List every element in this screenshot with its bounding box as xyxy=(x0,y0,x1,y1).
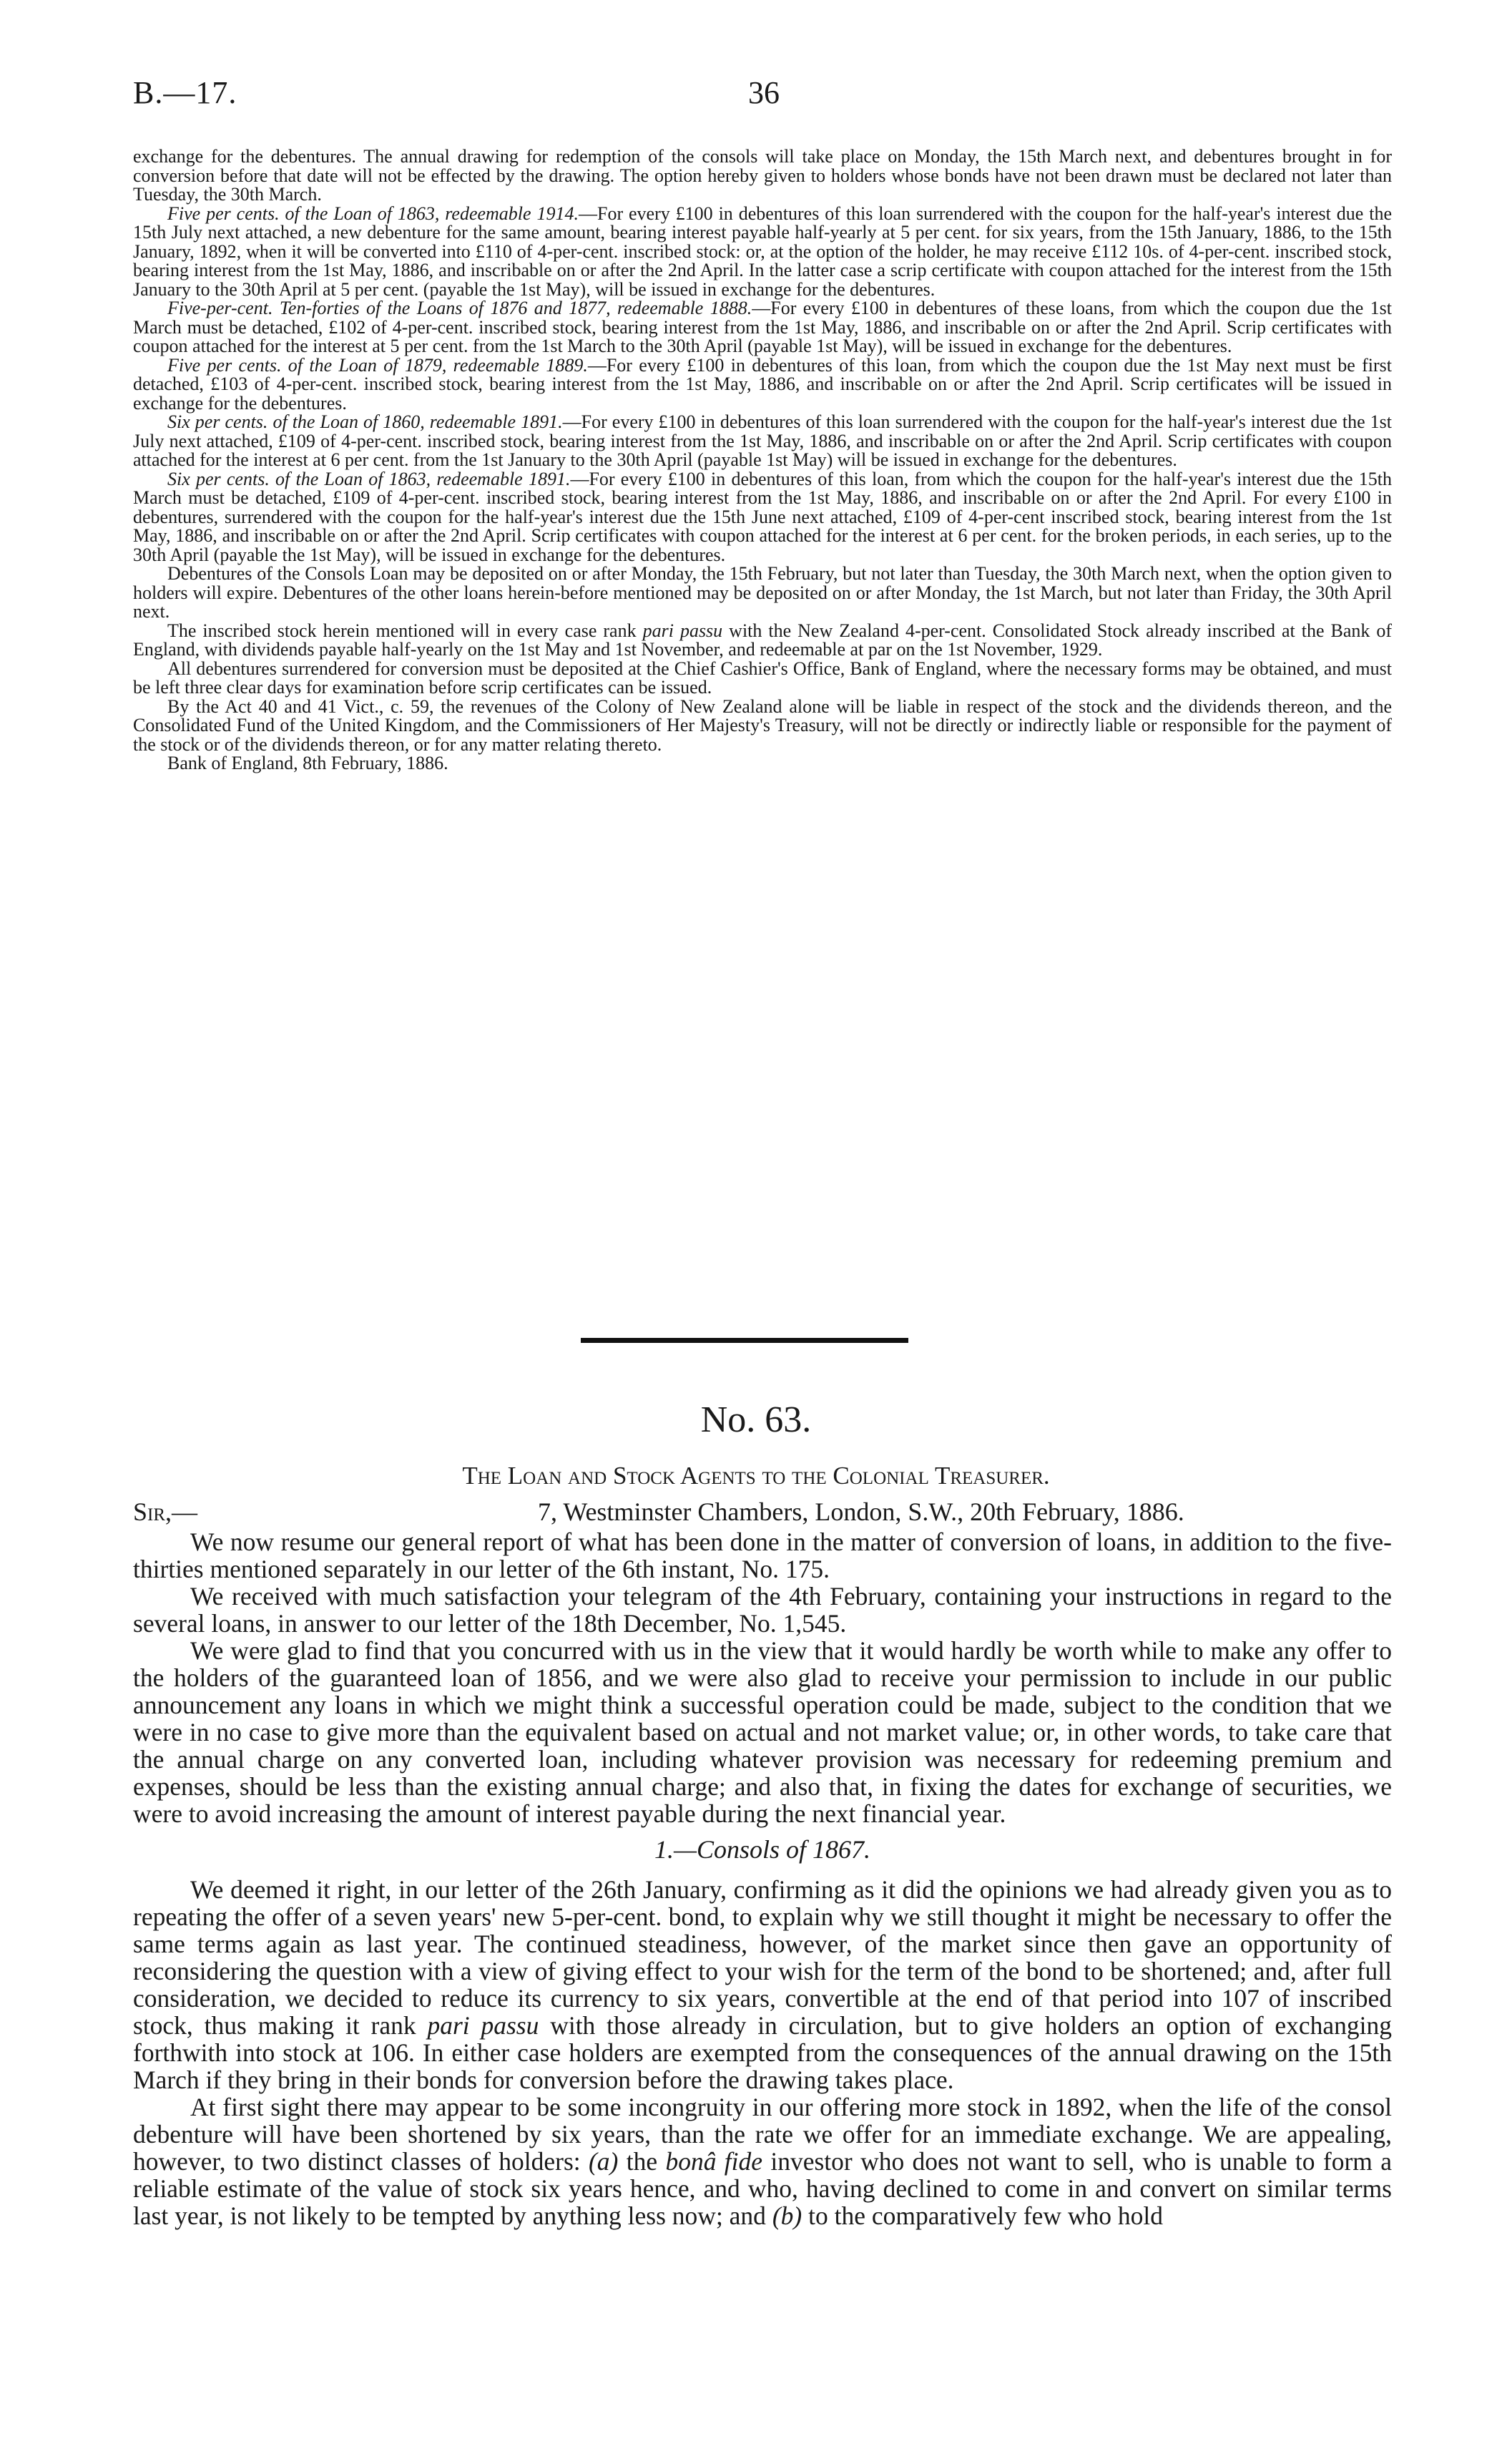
letter-heading: The Loan and Stock Agents to the Colonial Treasurer. xyxy=(462,1462,1050,1490)
loan-title: Five-per-cent. Ten-forties of the Loans of 1876 and 1877, redeemable 1888. xyxy=(167,298,752,318)
series-reference: B.—17. xyxy=(133,75,237,110)
loan-title: Six per cents. of the Loan of 1863, redeemable 1891. xyxy=(167,468,571,489)
letter-paragraph: At first sight there may appear to be some incongruity in our offering more stock in 1892, when the life of the consol debenture will have been shortened by six years, than the rate we offer for an immediate exchange. We are appealing, however, to two distinct classes of holders: (a) the bonâ fide investor who does not want to sell, who is unable to form a reliable estimate of the value of stock six years hence, and who, having declined to come in and convert on similar terms last year, is not likely to be tempted by anything less now; and (b) to the comparatively few who hold xyxy=(133,2093,1392,2230)
loan-text: —For every £100 in debentures of these loans, from which the coupon due the 1st March must be detached, £102 of 4-per-cent. inscribed stock, bearing interest from the 1st May, 1886, and inscribable on or after the 2nd April. Scrip certificates with coupon attached for the interest at 5 per cent. from the 1st March to the 30th April (payable 1st May), will be issued in exchange for the debentures. xyxy=(133,298,1393,356)
deposit-paragraph: Debentures of the Consols Loan may be deposited on or after Monday, the 15th February, but not later than Tuesday, the 30th March next, when the option given to holders will expire. Debentures of the other loans herein-before mentioned may be deposited on or after Monday, the 1st March, but not later than Friday, the 30th April next. xyxy=(133,563,1392,622)
loan-title: Five per cents. of the Loan of 1879, redeemable 1889. xyxy=(167,354,588,376)
letter-paragraph: We were glad to find that you concurred with us in the view that it would hardly be worth while to make any offer to the holders of the guaranteed loan of 1856, and we were also glad to receive your permission to include in our public announcement any loans in which we might think a successful operation could be made, subject to the condition that we were in no case to give more than the equivalent based on actual and not market value; or, in other words, to take care that the annual charge on any converted loan, including whatever provision was necessary for redeeming premium and expenses, should be less than the existing annual charge; and also that, in fixing the dates for exchange of securities, we were to avoid increasing the amount of interest payable during the next financial year. xyxy=(133,1636,1392,1828)
announcement-section xyxy=(133,147,1392,773)
loan-text: —For every £100 in debentures of this loan surrendered with the coupon for the half-year's interest due the 15th July next attached, a new debenture for the same amount, bearing interest payable half-yearly at 5 per cent. for six years, from the 15th January, 1886, to the 15th January, 1892, when it will be converted into £110 of 4-per-cent. inscribed stock: or, at the option of the holder, he may receive £112 10s. of 4-per-cent. inscribed stock, bearing interest from the 1st May, 1886, and inscribable on or after the 2nd April. In the latter case a scrip certificate with coupon attached for the interest from the 15th January to the 30th April at 5 per cent. (payable the 1st May), will be issued in exchange for the debentures. xyxy=(133,202,1392,300)
loan-paragraph xyxy=(133,299,1392,356)
loan-title: Five per cents. of the Loan of 1863, redeemable 1914. xyxy=(167,202,579,224)
loan-text: —For every £100 in debentures of this loan surrendered with the coupon for the half-year's interest due the 1st July next attached, £109 of 4-per-cent. inscribed stock, bearing interest from the 1st May, 1886, and inscribable on or after the 2nd April. Scrip certificates with coupon attached for the interest at 6 per cent. from the 1st January to the 30th April (payable 1st May) will be issued in exchange for the debentures. xyxy=(133,411,1392,470)
loan-paragraph xyxy=(133,470,1392,565)
letter-body xyxy=(133,1528,1392,2229)
loan-text: —For every £100 in debentures of this loan, from which the coupon due the 1st May next must be first detached, £103 of 4-per-cent. inscribed stock, bearing interest from the 1st May, 1886, and inscribable on or after the 2nd April. Scrip certificates will be issued in exchange for the debentures. xyxy=(133,354,1392,414)
loan-title: Six per cents. of the Loan of 1860, redeemable 1891. xyxy=(167,411,563,432)
letter-paragraph: We now resume our general report of what has been done in the matter of conversion of loans, in addition to the five-thirties mentioned separately in our letter of the 6th instant, No. 175. xyxy=(133,1527,1392,1583)
loan-paragraph xyxy=(133,202,1392,300)
liability-paragraph: By the Act 40 and 41 Vict., c. 59, the revenues of the Colony of New Zealand alone will be liable in respect of the stock and the dividends thereon, and the Consolidated Fund of the United Kingdom, and the Commissioners of Her Majesty's Treasury, will not be directly or indirectly liable or responsible for the payment of the stock or of the dividends thereon, or for any matter relating thereto. xyxy=(133,695,1392,755)
section-divider xyxy=(581,1338,908,1343)
loan-text: —For every £100 in debentures of this loan, from which the coupon for the half-year's interest due the 15th March must be detached, £109 of 4-per-cent. inscribed stock, bearing interest from the 1st May, 1886, and inscribable on or after the 2nd April. For every £100 in debentures, surrendered with the coupon for the half-year's interest due the 15th June next attached, £109 of 4-per-cent inscribed stock, bearing interest from the 1st May, 1886, and inscribable on or after the 2nd April. Scrip certificates with coupon attached for the interest at 6 per cent. for the broken periods, in each series, up to the 30th April (payable the 1st May), will be issued in exchange for the debentures. xyxy=(133,468,1393,565)
letter-paragraph: We received with much satisfaction your telegram of the 4th February, containing your instructions in regard to the several loans, in answer to our letter of the 18th December, No. 1,545. xyxy=(133,1582,1392,1638)
stock-rank-paragraph: The inscribed stock herein mentioned will in every case rank pari passu with the New Zealand 4-per-cent. Consolidated Stock already inscribed at the Bank of England, with dividends payable half-yearly on the 1st May and 1st November, and redeemable at par on the 1st November, 1929. xyxy=(133,620,1393,660)
page-header xyxy=(133,74,1392,117)
section-subheading: 1.—Consols of 1867. xyxy=(654,1835,871,1864)
salutation: Sir,— xyxy=(133,1497,198,1526)
loan-paragraph xyxy=(133,413,1392,470)
letter-paragraph: We deemed it right, in our letter of the 26th January, confirming as it did the opinions we had already given you as to repeating the offer of a seven years' new 5-per-cent. bond, to explain why we still thought it might be necessary to offer the same terms again as last year. The continued steadiness, however, of the market since then gave an opportunity of reconsidering the question with a view of giving effect to your wish for the term of the bond to be shortened; and, after full consideration, we decided to reduce its currency to six years, convertible at the end of that period into 107 of inscribed stock, thus making it rank pari passu with those already in circulation, but to give holders an option of exchanging forthwith into stock at 106. In either case holders are exempted from the consequences of the annual drawing on the 15th March if they bring in their bonds for conversion before the drawing takes place. xyxy=(133,1875,1393,2094)
letter-number: No. 63. xyxy=(700,1399,812,1440)
continuation-paragraph: exchange for the debentures. The annual drawing for redemption of the consols will take place on Monday, the 15th March next, and debentures brought in for conversion before that date will not be effected by the drawing. The option hereby given to holders whose bonds have not been drawn must be declared not later than Tuesday, the 30th March. xyxy=(133,146,1392,205)
letter-address-row xyxy=(133,1497,1392,1528)
page-number: 36 xyxy=(748,75,780,110)
sender-address: 7, Westminster Chambers, London, S.W., 20th February, 1886. xyxy=(538,1497,1184,1526)
bank-signature: Bank of England, 8th February, 1886. xyxy=(167,753,448,773)
deposit-office-paragraph: All debentures surrendered for conversion must be deposited at the Chief Cashier's Office, Bank of England, where the necessary forms may be obtained, and must be left three clear days for examination before scrip certificates can be issued. xyxy=(133,657,1392,698)
loan-paragraph xyxy=(133,356,1392,414)
